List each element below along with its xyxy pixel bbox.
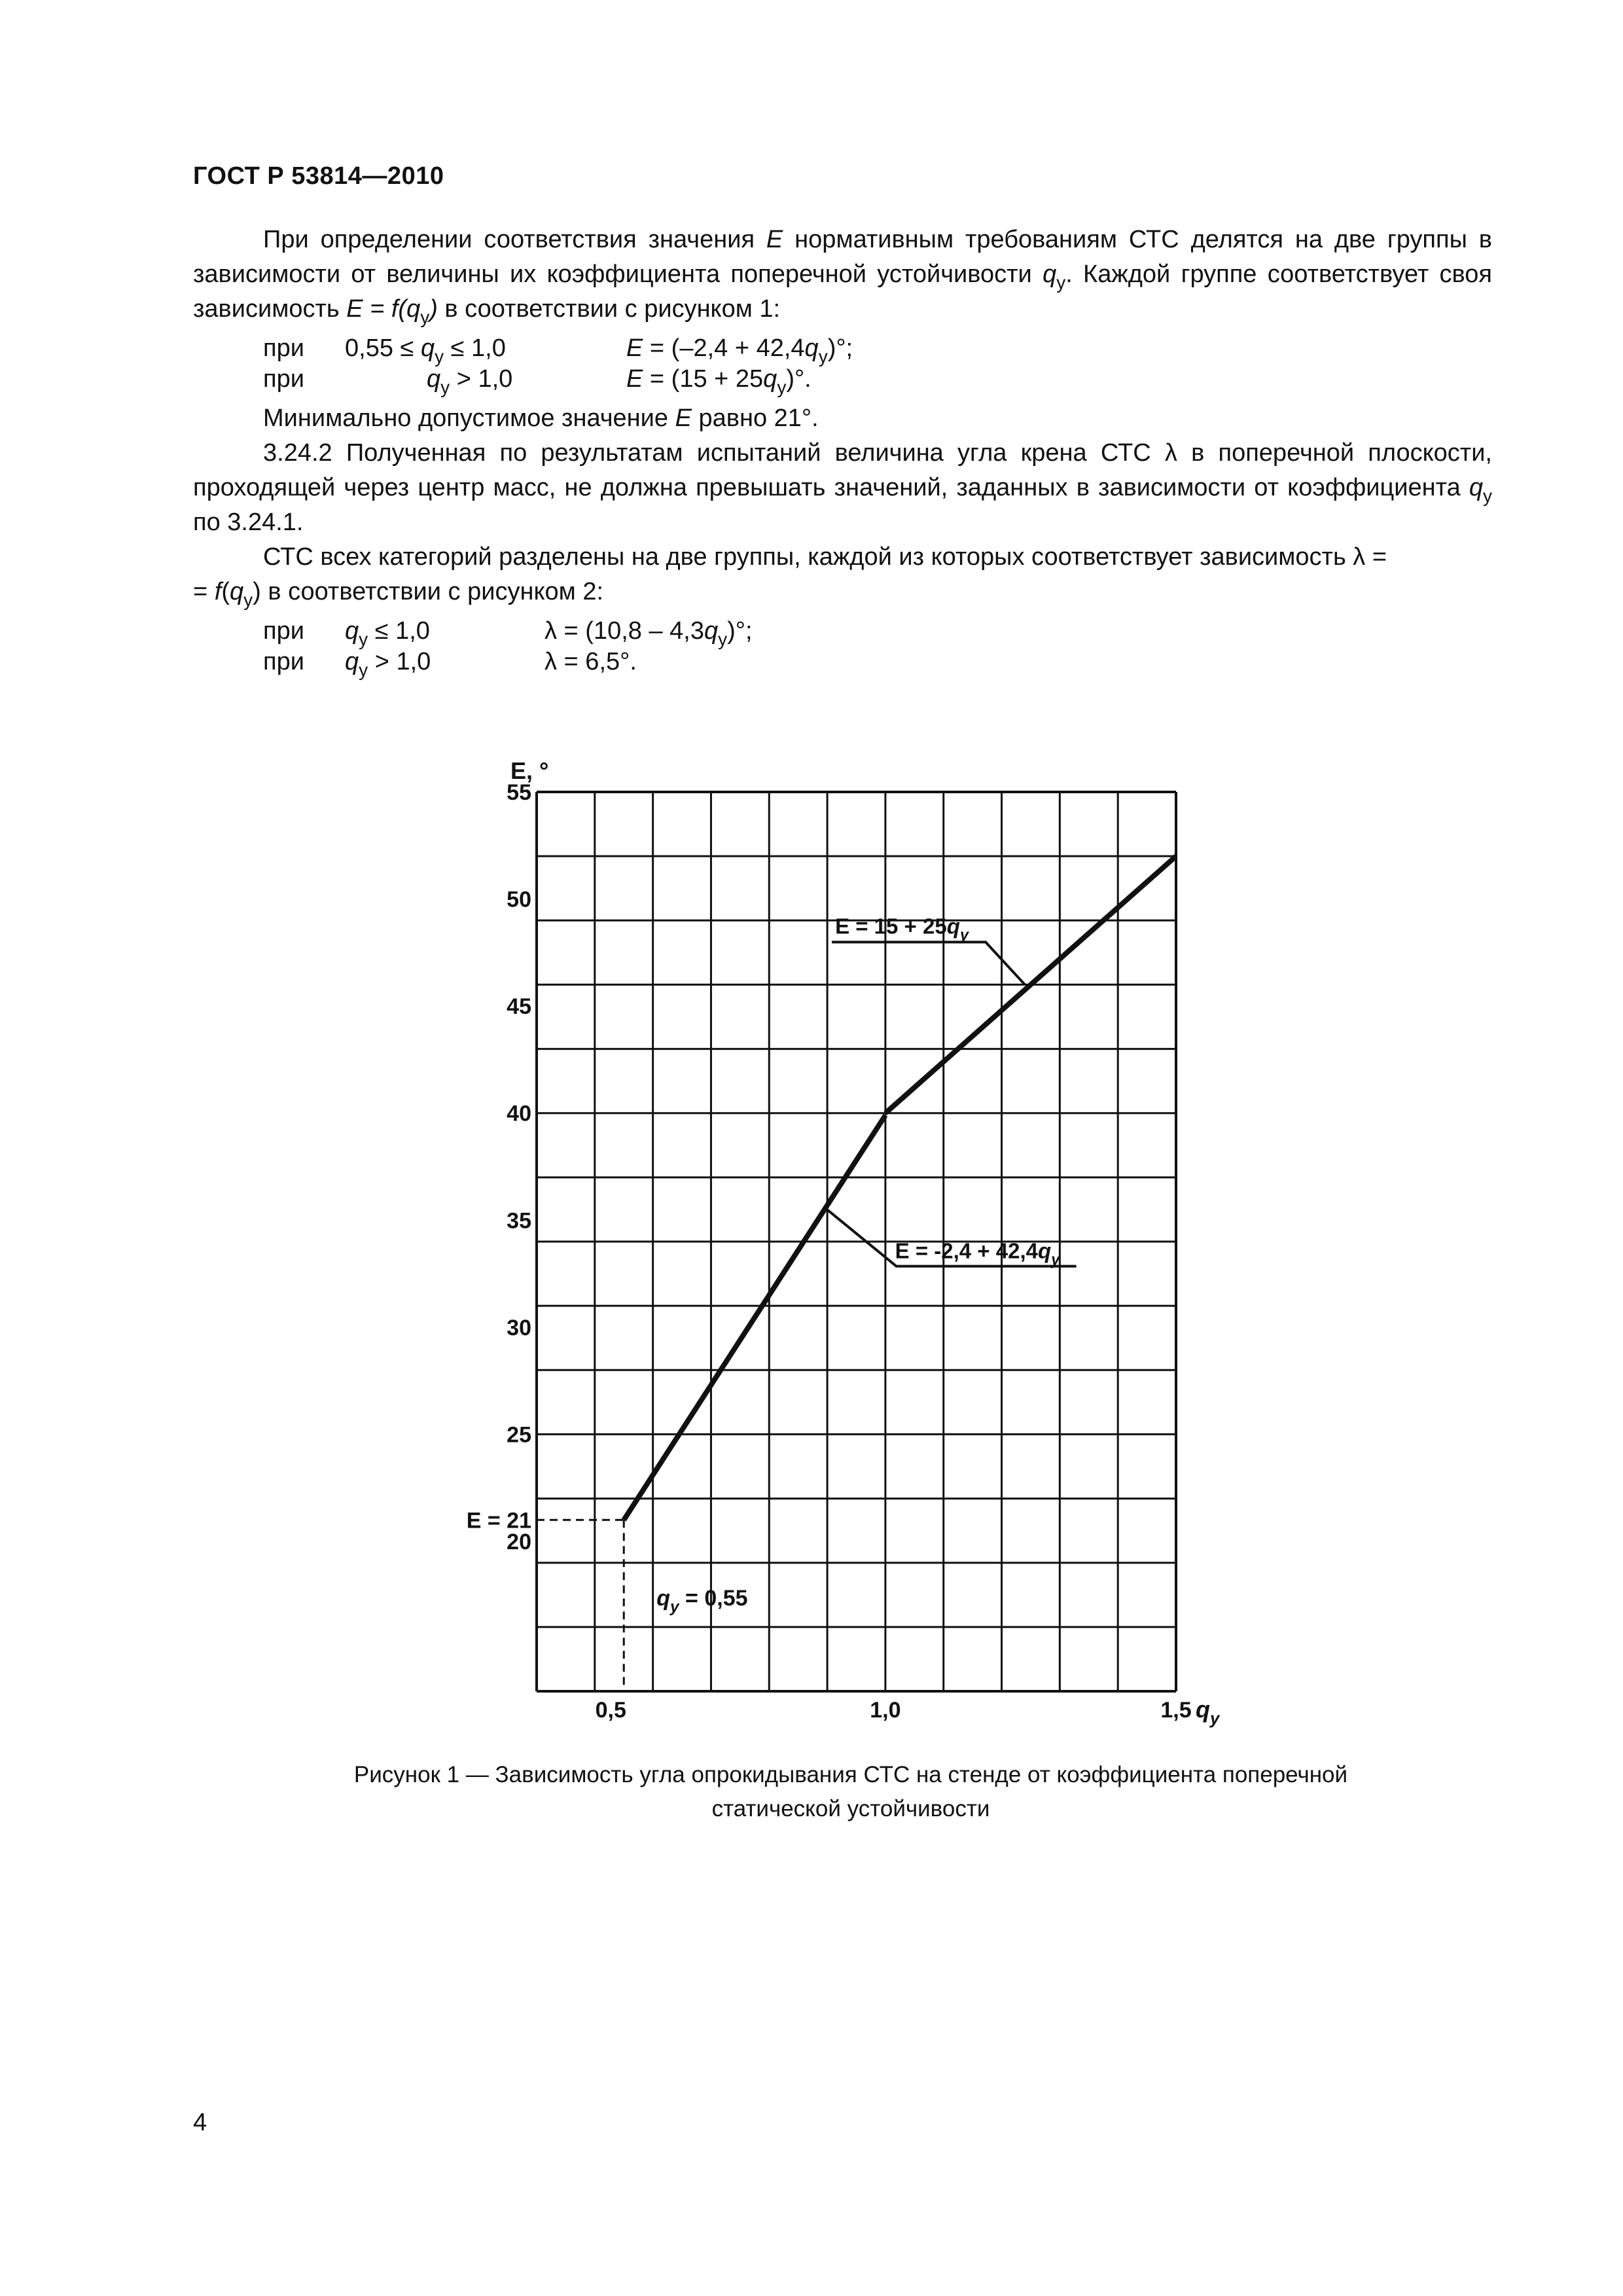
series-label: $E = 15 + 25q_y$ <box>835 914 969 944</box>
annotation-q055: $q_y = 0,55$ <box>656 1586 748 1617</box>
formula-row-3: при $q_y \le 1,0$ $\lambda = (10,8 - 4,3q_y)^\circ$; <box>263 617 753 649</box>
y-tick-label: 35 <box>507 1208 531 1234</box>
page-number: 4 <box>193 2109 207 2136</box>
y-tick-label: 55 <box>507 780 531 805</box>
y-tick-label: 50 <box>507 887 531 912</box>
x-tick-label: 1,5 <box>1160 1698 1192 1723</box>
document-header: ГОСТ Р 53814—2010 <box>193 162 444 190</box>
y-tick-label: 45 <box>507 994 531 1020</box>
series-line <box>624 1115 885 1520</box>
paragraph-2: 3.24.2 Полученная по результатам испытаний величина угла крена СТС λ в поперечной плоскости, проходящей через центр масс, не должна превышать значений, заданных в зависимости от коэффициента $q_y$ по 3.24.1. <box>193 439 1492 536</box>
x-axis-label: $q_y$ <box>1196 1696 1220 1728</box>
y-axis-label: E, ° <box>510 757 549 784</box>
formula-row-1: при $0,55 \le q_y \le 1,0$ $E = (-2,4 + 42,4q_y)^\circ$; <box>263 334 853 367</box>
paragraph-min: Минимально допустимое значение E равно 21°. <box>263 404 819 432</box>
series-label-leader <box>832 942 1025 984</box>
y-tick-label: 20 <box>507 1530 531 1554</box>
x-tick-label: 1,0 <box>870 1698 901 1723</box>
figure-caption: Рисунок 1 — Зависимость угла опрокидывания СТС на стенде от коэффициента поперечной статической устойчивости <box>353 1762 1348 1821</box>
x-tick-label: 0,5 <box>595 1698 626 1723</box>
y-tick-label: 25 <box>507 1422 531 1448</box>
y-tick-label: 30 <box>507 1315 531 1340</box>
y-tick-label: 40 <box>507 1101 531 1126</box>
paragraph-1: При определении соответствия значения E нормативным требованиям СТС делятся на две группы в зависимости от величины их коэффициента поперечной устойчивости $q_y$. Каждой группе соответствует своя зависимость $E = f(q_y)$ в соответствии с рисунком 1: <box>193 226 1492 327</box>
annotation-e21: E = 21 <box>466 1508 531 1534</box>
formula-row-2: при $q_y > 1,0$ $E = (15 + 25q_y)^\circ$. <box>263 365 812 397</box>
paragraph-3: СТС всех категорий разделены на две группы, каждой из которых соответствует зависимость λ = = $f(q_y)$ в соответствии с рисунком 2: <box>193 543 1387 610</box>
formula-row-4: при $q_y > 1,0$ λ = 6,5°. <box>263 648 637 680</box>
series-label: $E = -2,4 + 42,4q_y$ <box>895 1238 1060 1269</box>
